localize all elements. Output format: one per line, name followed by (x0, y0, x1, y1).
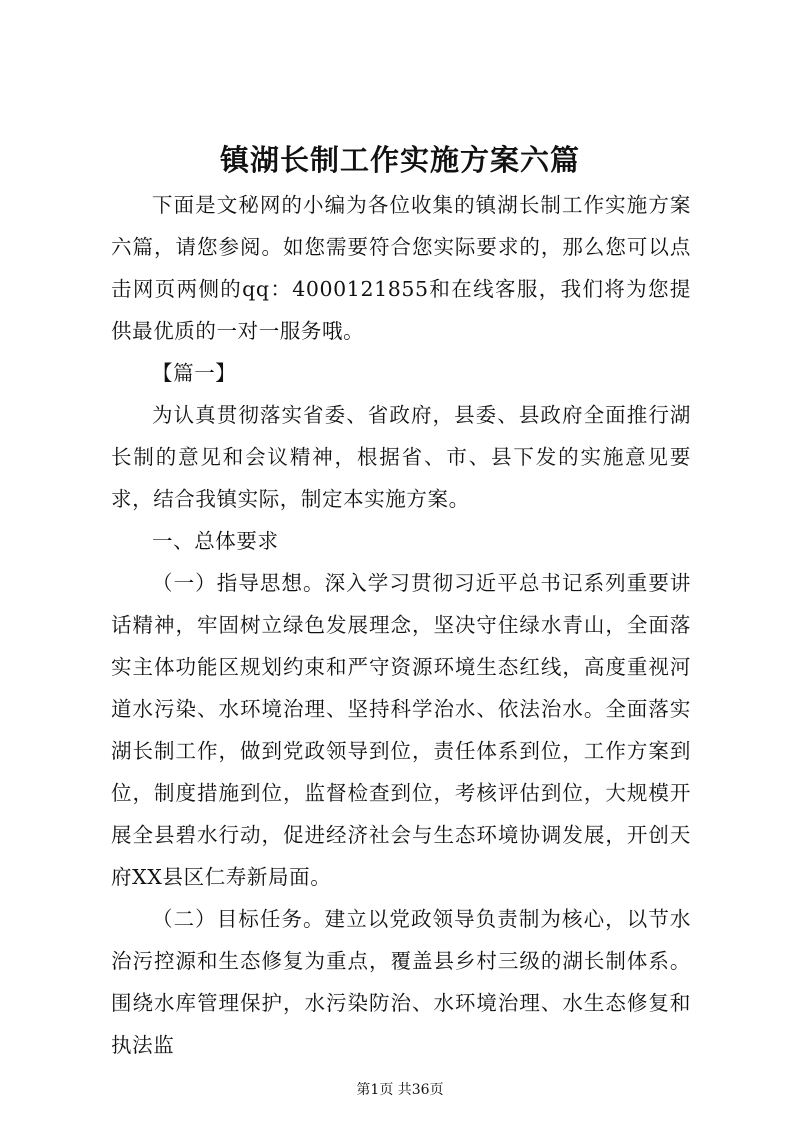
document-title: 镇湖长制工作实施方案六篇 (219, 143, 580, 177)
document-body (111, 184, 691, 1066)
goals-tasks-paragraph: （二）目标任务。建立以党政领导负责制为核心，以节水治污控源和生态修复为重点，覆盖县乡村三级的湖长制体系。围绕水库管理保护，水污染防治、水环境治理、水生态修复和执法监 (111, 907, 691, 1057)
preamble-paragraph: 为认真贯彻落实省委、省政府，县委、县政府全面推行湖长制的意见和会议精神，根据省、市、县下发的实施意见要求，结合我镇实际，制定本实施方案。 (111, 403, 691, 511)
guiding-ideology-paragraph: （一）指导思想。深入学习贯彻习近平总书记系列重要讲话精神，牢固树立绿色发展理念，坚决守住绿水青山，全面落实主体功能区规划约束和严守资源环境生态红线，高度重视河道水污染、水环境治理、坚持科学治水、依法治水。全面落实湖长制工作，做到党政领导到位，责任体系到位，工作方案到位，制度措施到位，监督检查到位，考核评估到位，大规模开展全县碧水行动，促进经济社会与生态环境协调发展，开创天府XX县区仁寿新局面。 (111, 571, 691, 889)
section-heading-part-one: 【篇一】 (152, 361, 237, 385)
page-number-footer: 第1页 共36页 (356, 1082, 444, 1098)
section-heading-general-requirements: 一、总体要求 (152, 529, 279, 553)
intro-paragraph: 下面是文秘网的小编为各位收集的镇湖长制工作实施方案六篇，请您参阅。如您需要符合您实际要求的，那么您可以点击网页两侧的qq：4000121855和在线客服，我们将为您提供最优质的一对一服务哦。 (111, 193, 691, 343)
